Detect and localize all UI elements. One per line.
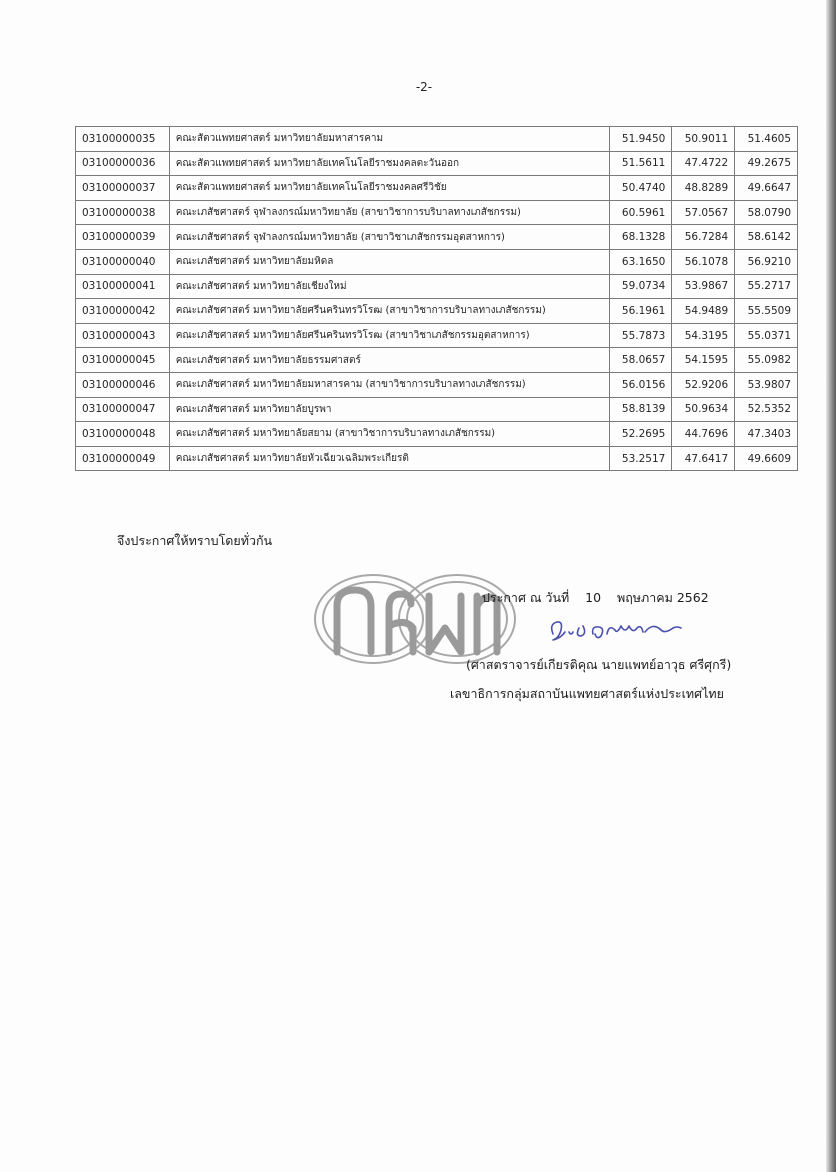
announcement-text: จึงประกาศให้ทราบโดยทั่วกัน <box>117 533 273 548</box>
score-cell-1: 63.1650 <box>609 249 672 274</box>
results-table-body <box>76 127 798 471</box>
faculty-name-cell: คณะสัตวแพทยศาสตร์ มหาวิทยาลัยเทคโนโลยีราชมงคลศรีวิชัย <box>169 176 609 201</box>
faculty-name-cell: คณะเภสัชศาสตร์ มหาวิทยาลัยศรีนครินทรวิโรฒ (สาขาวิชาเภสัชกรรมอุตสาหการ) <box>169 323 609 348</box>
score-cell-2: 54.3195 <box>672 323 735 348</box>
score-cell-3: 49.2675 <box>735 151 798 176</box>
score-cell-3: 55.5509 <box>735 299 798 324</box>
table-row <box>76 397 798 422</box>
score-cell-1: 58.0657 <box>609 348 672 373</box>
faculty-name-cell: คณะเภสัชศาสตร์ มหาวิทยาลัยธรรมศาสตร์ <box>169 348 609 373</box>
code-cell: 03100000037 <box>76 176 170 201</box>
score-cell-2: 54.9489 <box>672 299 735 324</box>
faculty-name-cell: คณะเภสัชศาสตร์ มหาวิทยาลัยบูรพา <box>169 397 609 422</box>
score-cell-3: 52.5352 <box>735 397 798 422</box>
table-row <box>76 274 798 299</box>
code-cell: 03100000046 <box>76 372 170 397</box>
code-cell: 03100000040 <box>76 249 170 274</box>
date-day: 10 <box>585 590 602 605</box>
score-cell-3: 55.2717 <box>735 274 798 299</box>
faculty-name-cell: คณะสัตวแพทยศาสตร์ มหาวิทยาลัยมหาสารคาม <box>169 127 609 152</box>
faculty-name-cell: คณะเภสัชศาสตร์ มหาวิทยาลัยหัวเฉียวเฉลิมพระเกียรติ <box>169 446 609 471</box>
signer-title: เลขาธิการกลุ่มสถาบันแพทยศาสตร์แห่งประเทศไทย <box>450 686 724 701</box>
faculty-name-cell: คณะเภสัชศาสตร์ มหาวิทยาลัยมหาสารคาม (สาขาวิชาการบริบาลทางเภสัชกรรม) <box>169 372 609 397</box>
score-cell-3: 55.0371 <box>735 323 798 348</box>
score-cell-2: 57.0567 <box>672 200 735 225</box>
score-cell-1: 50.4740 <box>609 176 672 201</box>
code-cell: 03100000043 <box>76 323 170 348</box>
score-cell-3: 49.6647 <box>735 176 798 201</box>
code-cell: 03100000048 <box>76 422 170 447</box>
signer-name: (ศาสตราจารย์เกียรติคุณ นายแพทย์อาวุธ ศรีศุกรี) <box>466 657 732 672</box>
score-cell-2: 54.1595 <box>672 348 735 373</box>
code-cell: 03100000038 <box>76 200 170 225</box>
score-cell-1: 60.5961 <box>609 200 672 225</box>
score-cell-2: 50.9634 <box>672 397 735 422</box>
score-cell-1: 56.1961 <box>609 299 672 324</box>
score-cell-2: 44.7696 <box>672 422 735 447</box>
results-table <box>75 126 798 471</box>
score-cell-1: 55.7873 <box>609 323 672 348</box>
score-cell-1: 51.9450 <box>609 127 672 152</box>
score-cell-3: 55.0982 <box>735 348 798 373</box>
table-row <box>76 225 798 250</box>
table-row <box>76 127 798 152</box>
code-cell: 03100000049 <box>76 446 170 471</box>
score-cell-1: 56.0156 <box>609 372 672 397</box>
score-cell-1: 59.0734 <box>609 274 672 299</box>
score-cell-3: 53.9807 <box>735 372 798 397</box>
score-cell-2: 47.6417 <box>672 446 735 471</box>
announcement-date <box>482 588 709 608</box>
code-cell: 03100000039 <box>76 225 170 250</box>
table-row <box>76 323 798 348</box>
table-row <box>76 348 798 373</box>
score-cell-3: 51.4605 <box>735 127 798 152</box>
score-cell-2: 50.9011 <box>672 127 735 152</box>
code-cell: 03100000041 <box>76 274 170 299</box>
faculty-name-cell: คณะเภสัชศาสตร์ มหาวิทยาลัยสยาม (สาขาวิชาการบริบาลทางเภสัชกรรม) <box>169 422 609 447</box>
page-edge-shadow <box>826 0 836 1172</box>
table-row <box>76 422 798 447</box>
date-prefix: ประกาศ ณ วันที่ <box>482 590 570 605</box>
code-cell: 03100000035 <box>76 127 170 152</box>
table-row <box>76 151 798 176</box>
code-cell: 03100000047 <box>76 397 170 422</box>
score-cell-3: 56.9210 <box>735 249 798 274</box>
faculty-name-cell: คณะเภสัชศาสตร์ มหาวิทยาลัยเชียงใหม่ <box>169 274 609 299</box>
score-cell-1: 68.1328 <box>609 225 672 250</box>
table-row <box>76 299 798 324</box>
table-row <box>76 200 798 225</box>
faculty-name-cell: คณะเภสัชศาสตร์ มหาวิทยาลัยมหิดล <box>169 249 609 274</box>
table-row <box>76 176 798 201</box>
score-cell-1: 51.5611 <box>609 151 672 176</box>
score-cell-2: 56.1078 <box>672 249 735 274</box>
table-row <box>76 446 798 471</box>
faculty-name-cell: คณะเภสัชศาสตร์ จุฬาลงกรณ์มหาวิทยาลัย (สาขาวิชาเภสัชกรรมอุตสาหการ) <box>169 225 609 250</box>
faculty-name-cell: คณะเภสัชศาสตร์ จุฬาลงกรณ์มหาวิทยาลัย (สาขาวิชาการบริบาลทางเภสัชกรรม) <box>169 200 609 225</box>
score-cell-3: 49.6609 <box>735 446 798 471</box>
score-cell-2: 48.8289 <box>672 176 735 201</box>
score-cell-1: 53.2517 <box>609 446 672 471</box>
table-row <box>76 249 798 274</box>
score-cell-2: 53.9867 <box>672 274 735 299</box>
score-cell-3: 58.0790 <box>735 200 798 225</box>
score-cell-3: 58.6142 <box>735 225 798 250</box>
score-cell-2: 52.9206 <box>672 372 735 397</box>
faculty-name-cell: คณะเภสัชศาสตร์ มหาวิทยาลัยศรีนครินทรวิโรฒ (สาขาวิชาการบริบาลทางเภสัชกรรม) <box>169 299 609 324</box>
code-cell: 03100000045 <box>76 348 170 373</box>
score-cell-2: 47.4722 <box>672 151 735 176</box>
score-cell-3: 47.3403 <box>735 422 798 447</box>
table-row <box>76 372 798 397</box>
score-cell-1: 52.2695 <box>609 422 672 447</box>
score-cell-2: 56.7284 <box>672 225 735 250</box>
code-cell: 03100000036 <box>76 151 170 176</box>
code-cell: 03100000042 <box>76 299 170 324</box>
faculty-name-cell: คณะสัตวแพทยศาสตร์ มหาวิทยาลัยเทคโนโลยีราชมงคลตะวันออก <box>169 151 609 176</box>
handwritten-signature <box>545 612 685 648</box>
score-cell-1: 58.8139 <box>609 397 672 422</box>
page-number: -2- <box>415 80 433 94</box>
date-month-year: พฤษภาคม 2562 <box>616 590 709 605</box>
